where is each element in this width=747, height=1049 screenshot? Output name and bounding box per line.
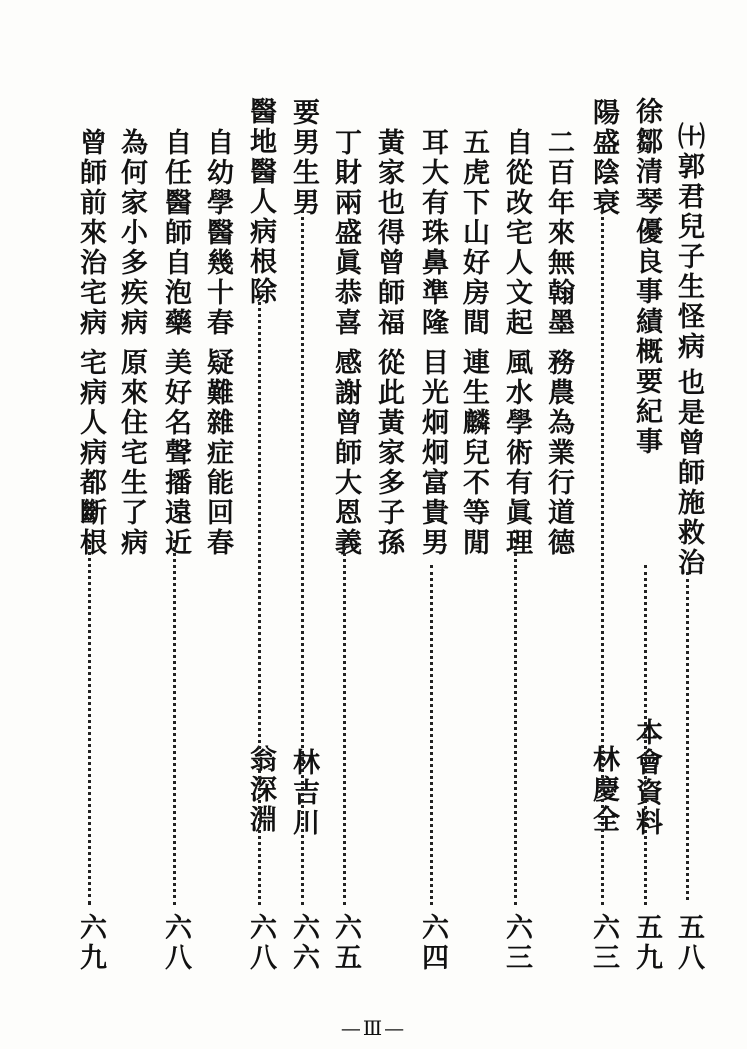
dot-leader [601, 210, 604, 905]
toc-entry [668, 0, 708, 1049]
toc-entry-title: 為何家小多疾病 [116, 128, 147, 338]
toc-page-number: 六九 [75, 913, 106, 973]
dot-leader [686, 572, 689, 900]
toc-entry [197, 0, 237, 1049]
toc-entry [626, 0, 666, 1049]
dot-leader [430, 565, 433, 905]
toc-entry-subtitle: 林吉川 [288, 748, 319, 838]
toc-entry [583, 0, 623, 1049]
toc-entry-title: 曾師前來治宅病 [75, 128, 106, 338]
toc-entry-subtitle: 風水學術有眞理 [501, 348, 532, 558]
toc-entry [155, 0, 195, 1049]
toc-entry-title: 徐鄒清琴優良事績概要紀事 [631, 97, 662, 457]
toc-entry-title: 丁財兩盛眞恭喜 [330, 128, 361, 338]
toc-entry-subtitle: 林慶全 [588, 745, 619, 835]
toc-entry-subtitle: 翁深淵 [245, 745, 276, 835]
page-number: —Ⅲ— [340, 1016, 407, 1040]
dot-leader [173, 540, 176, 905]
toc-page-number: 六五 [330, 913, 361, 973]
toc-entry-title: 醫地醫人病根除 [245, 97, 276, 307]
toc-entry-title: ㈩郭君兒子生怪病 [673, 122, 704, 362]
toc-entry-title: 自幼學醫幾十春 [202, 128, 233, 338]
toc-page-number: 六三 [588, 913, 619, 973]
dot-leader [514, 540, 517, 905]
toc-entry-subtitle: 原來住宅生了病 [116, 348, 147, 558]
toc-entry [538, 0, 578, 1049]
toc-entry [496, 0, 536, 1049]
toc-entry-subtitle: 連生麟兒不等閒 [458, 348, 489, 558]
toc-entry [325, 0, 365, 1049]
toc-page-number: 六六 [288, 913, 319, 973]
toc-entry-subtitle: 本會資料 [631, 718, 662, 838]
toc-entry-subtitle: 美好名聲播遠近 [160, 348, 191, 558]
dot-leader [258, 295, 261, 905]
toc-page-number: 六八 [245, 913, 276, 973]
toc-entry-title: 耳大有珠鼻準隆 [417, 128, 448, 338]
toc-page-number: 六四 [417, 913, 448, 973]
dot-leader [88, 545, 91, 905]
toc-entry-title: 自從改宅人文起 [501, 128, 532, 338]
toc-entry [412, 0, 452, 1049]
toc-entry-title: 二百年來無翰墨 [543, 128, 574, 338]
toc-page-number: 五八 [673, 913, 704, 973]
toc-entry-subtitle: 也是曾師施救治 [673, 368, 704, 578]
toc-entry-subtitle: 目光炯炯富貴男 [417, 348, 448, 558]
toc-entry-title: 陽盛陰衰 [588, 98, 619, 218]
toc-page-number: 六八 [160, 913, 191, 973]
dot-leader [644, 565, 647, 905]
toc-entry-subtitle: 宅病人病都斷根 [75, 348, 106, 558]
toc-entry-subtitle: 疑難雜症能回春 [202, 348, 233, 558]
toc-entry [240, 0, 280, 1049]
toc-entry [368, 0, 408, 1049]
toc-entry [111, 0, 151, 1049]
dot-leader [301, 210, 304, 905]
toc-page-number: 六三 [501, 913, 532, 973]
dot-leader [343, 540, 346, 905]
toc-entry [70, 0, 110, 1049]
toc-entry-title: 自任醫師自泡藥 [160, 128, 191, 338]
toc-entry-subtitle: 務農為業行道德 [543, 348, 574, 558]
toc-page-number: 五九 [631, 913, 662, 973]
toc-entry-subtitle: 感謝曾師大恩義 [330, 348, 361, 558]
toc-entry-title: 黃家也得曾師福 [373, 128, 404, 338]
toc-entry [453, 0, 493, 1049]
toc-entry [283, 0, 323, 1049]
toc-entry-title: 五虎下山好房間 [458, 128, 489, 338]
toc-entry-title: 要男生男 [288, 98, 319, 218]
toc-entry-subtitle: 從此黃家多子孫 [373, 348, 404, 558]
